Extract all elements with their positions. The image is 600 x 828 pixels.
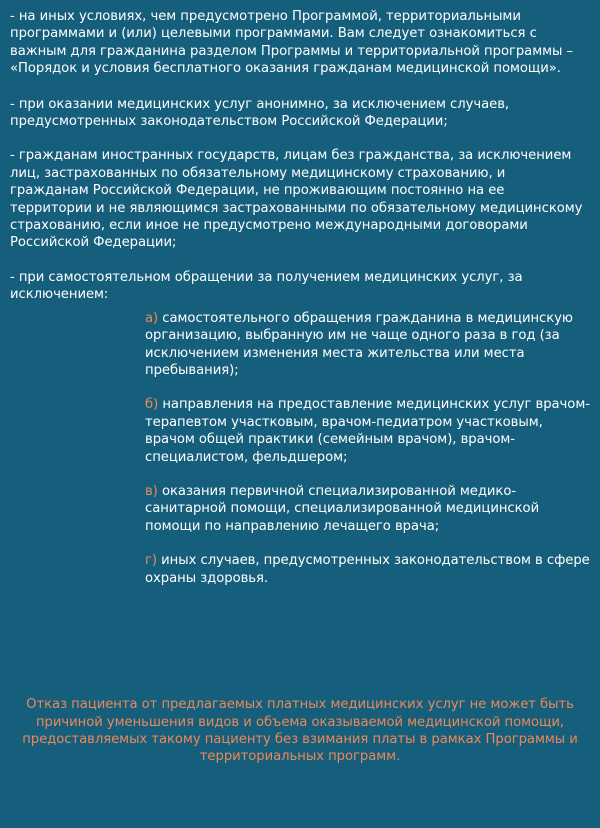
exception-item-b [145, 396, 590, 466]
exception-text-b: направления на предоставление медицинских услуг врачом-терапевтом участковым, врачом-педиатром участковым, врачом общей практики (семейным врачом), врачом-специалистом, фельдшером; [145, 397, 590, 465]
refusal-notice: Отказ пациента от предлагаемых платных медицинских услуг не может быть причиной уменьшения видов и объема оказываемой медицинской помощи, предоставляемых такому пациенту без взимания платы в рамках Программы и территориальных программ. [22, 697, 578, 765]
exception-item-v [145, 483, 590, 535]
paragraph-foreign-citizens: - гражданам иностранных государств, лицам без гражданства, за исключением лиц, застрахованных по обязательному медицинскому страхованию, и гражданам Российской Федерации, не проживающим постоянно на ее территории и не являющимся застрахованными по обязательному медицинскому страхованию, если иное не предусмотрено международными договорами Российской Федерации; [10, 148, 583, 251]
exception-item-g [145, 552, 590, 587]
list-marker-a: а) [145, 310, 159, 326]
exception-text-g: иных случаев, предусмотренных законодательством в сфере охраны здоровья. [145, 553, 590, 586]
paragraph-self-referral: - при самостоятельном обращении за получением медицинских услуг, за исключением: [10, 269, 523, 303]
exception-text-a: самостоятельного обращения гражданина в медицинскую организацию, выбранную им не чаще одного раза в год (за исключением изменения места жительства или места пребывания); [145, 310, 573, 378]
list-marker-v: в) [145, 483, 158, 499]
list-marker-g: г) [145, 553, 157, 569]
exceptions-list [145, 310, 590, 587]
paragraph-anonymous-services: - при оказании медицинских услуг анонимно, за исключением случаев, предусмотренных законодательством Российской Федерации; [10, 96, 510, 130]
list-marker-b: б) [145, 397, 159, 413]
exception-item-a [145, 310, 590, 380]
exception-text-v: оказания первичной специализированной медико-санитарной помощи, специализированной медицинской помощи по направлению лечащего врача; [145, 483, 540, 534]
paragraph-other-conditions: - на иных условиях, чем предусмотрено Программой, территориальными программами и (или) целевыми программами. Вам следует ознакомиться с важным для гражданина разделом Программы и территориальной программы – «Порядок и условия бесплатного оказания гражданам медицинской помощи». [10, 9, 574, 77]
